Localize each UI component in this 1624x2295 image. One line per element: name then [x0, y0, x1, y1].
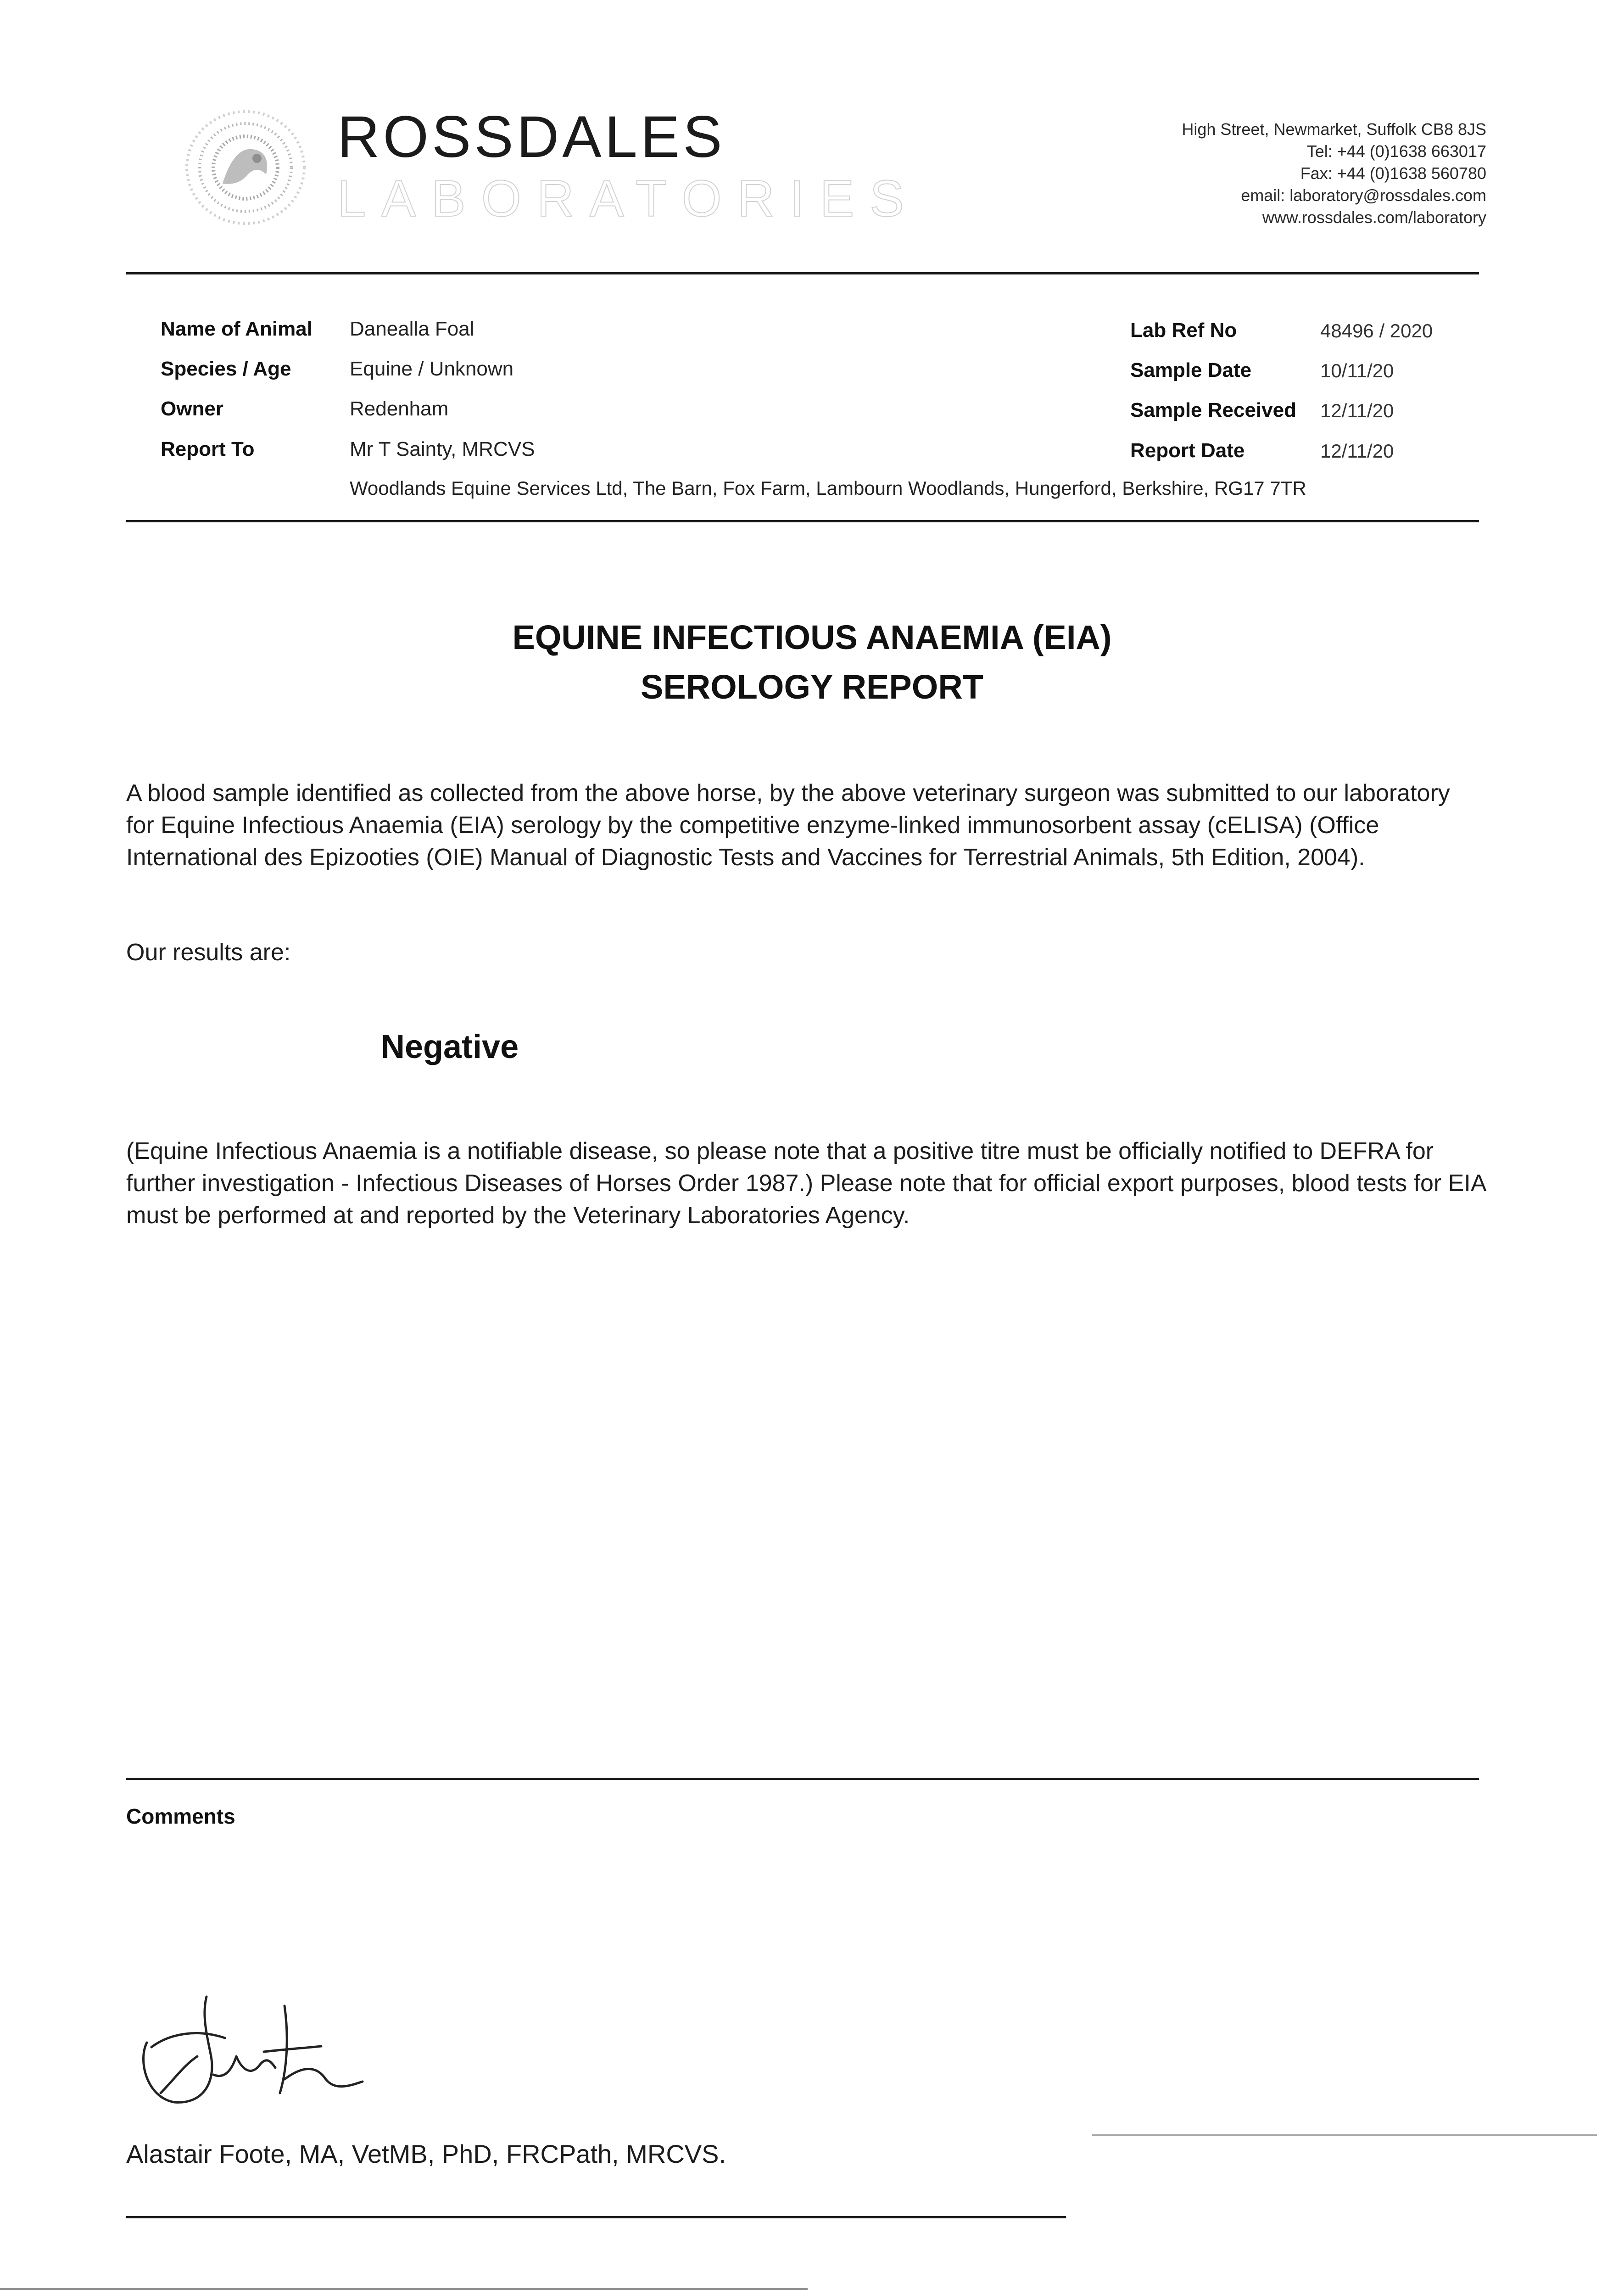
- comments-label: Comments: [126, 1804, 235, 1828]
- report-date-label: Report Date: [1130, 439, 1245, 462]
- signature-image: [133, 1987, 482, 2139]
- sample-received-value: 12/11/20: [1320, 400, 1394, 421]
- signature-line: [1092, 2134, 1597, 2136]
- telephone: Tel: +44 (0)1638 663017: [1306, 142, 1486, 161]
- species-age-label: Species / Age: [161, 358, 291, 380]
- test-result: Negative: [381, 1029, 519, 1065]
- report-to-value: Mr T Sainty, MRCVS: [350, 438, 535, 460]
- lab-logo-icon: [179, 106, 312, 230]
- footer-scan-line: [0, 2288, 808, 2290]
- sample-received-label: Sample Received: [1130, 399, 1296, 421]
- report-date-value: 12/11/20: [1320, 440, 1394, 462]
- results-intro: Our results are:: [126, 939, 291, 966]
- website: www.rossdales.com/laboratory: [1262, 208, 1486, 227]
- address: High Street, Newmarket, Suffolk CB8 8JS: [1182, 120, 1486, 139]
- owner-value: Redenham: [350, 397, 449, 420]
- lab-ref-value: 48496 / 2020: [1320, 320, 1433, 341]
- report-title-line1: EQUINE INFECTIOUS ANAEMIA (EIA): [512, 618, 1112, 656]
- header-divider: [126, 272, 1479, 274]
- info-divider: [126, 520, 1479, 522]
- lab-subtitle: LABORATORIES: [337, 170, 920, 227]
- lab-name: ROSSDALES: [337, 104, 725, 170]
- report-to-address: Woodlands Equine Services Ltd, The Barn, Fox Farm, Lambourn Woodlands, Hungerford, Berkshire, RG17 7TR: [350, 477, 1306, 499]
- lab-ref-label: Lab Ref No: [1130, 319, 1237, 341]
- signatory-underline: [126, 2216, 1066, 2218]
- report-to-label: Report To: [161, 438, 255, 460]
- report-title: [0, 613, 1624, 712]
- intro-paragraph: A blood sample identified as collected from the above horse, by the above veterinary surgeon was submitted to our laboratory for Equine Infectious Anaemia (EIA) serology by the competitive enzyme-linked immunosorbent assay (cELISA) (Office International des Epizooties (OIE) Manual of Diagnostic Tests and Vaccines for Terrestrial Animals, 5th Edition, 2004).: [126, 780, 1450, 871]
- fax: Fax: +44 (0)1638 560780: [1300, 164, 1486, 183]
- signatory-name: Alastair Foote, MA, VetMB, PhD, FRCPath, MRCVS.: [126, 2139, 726, 2168]
- sample-date-value: 10/11/20: [1320, 360, 1394, 381]
- email: email: laboratory@rossdales.com: [1241, 186, 1486, 205]
- disease-note: (Equine Infectious Anaemia is a notifiable disease, so please note that a positive titre must be officially notified to DEFRA for further investigation - Infectious Diseases of Horses Order 1987.) Please note that for official export purposes, blood tests for EIA must be performed at and reported by the Veterinary Laboratories Agency.: [126, 1138, 1485, 1229]
- owner-label: Owner: [161, 397, 223, 420]
- report-title-line2: SEROLOGY REPORT: [641, 668, 983, 706]
- contact-block: [1182, 118, 1486, 229]
- species-age-value: Equine / Unknown: [350, 358, 514, 380]
- name-of-animal-label: Name of Animal: [161, 318, 313, 340]
- comments-divider: [126, 1778, 1479, 1780]
- name-of-animal-value: Danealla Foal: [350, 318, 474, 340]
- sample-date-label: Sample Date: [1130, 359, 1252, 381]
